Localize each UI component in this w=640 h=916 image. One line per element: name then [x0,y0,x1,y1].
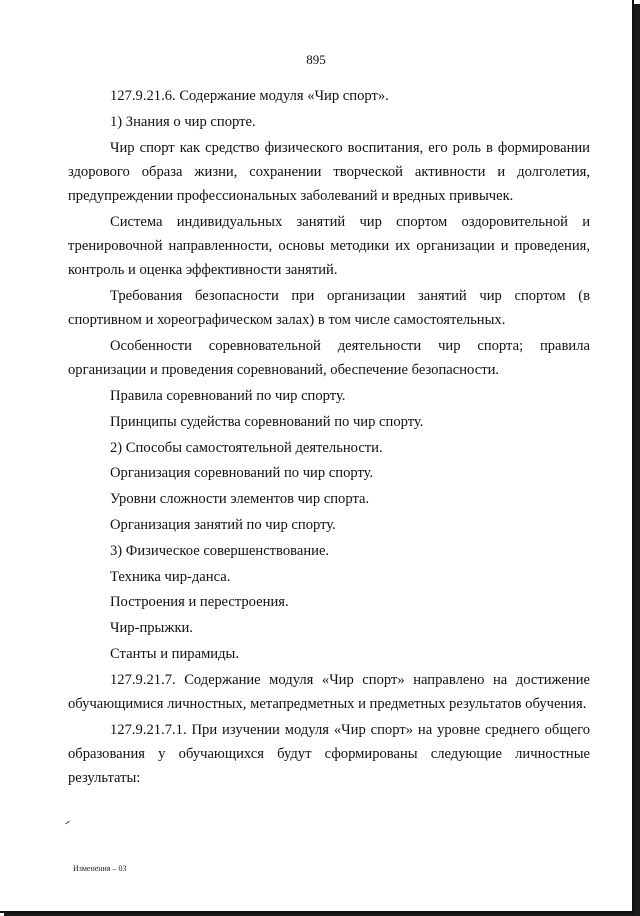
list-item: Станты и пирамиды. [110,645,239,662]
subheading-physical-improvement: 3) Физическое совершенствование. [110,542,330,559]
scan-edge-right [634,4,640,916]
page-body [68,84,590,792]
paragraph: Требования безопасности при организации занятий чир спортом (в спортивном и хореографическом залах) в том числе самостоятельных. [68,288,590,329]
stray-mark [65,821,70,825]
list-item: Организация соревнований по чир спорту. [110,465,374,482]
section-paragraph-127-9-21-7-1: 127.9.21.7.1. При изучении модуля «Чир спорт» на уровне среднего общего образования у обучающихся будут сформированы следующие личностные результаты: [68,721,590,787]
subheading-self-activity: 2) Способы самостоятельной деятельности. [110,439,383,456]
footer-changes-note: Изменения – 03 [73,864,127,873]
list-item: Чир-прыжки. [110,620,193,637]
list-item: Уровни сложности элементов чир спорта. [110,491,370,508]
subheading-knowledge: 1) Знания о чир спорте. [110,113,256,130]
paragraph: Особенности соревновательной деятельности чир спорта; правила организации и проведения соревнований, обеспечение безопасности. [68,338,590,379]
paragraph: Система индивидуальных занятий чир спортом оздоровительной и тренировочной направленности, основы методики их организации и проведения, контроль и оценка эффективности занятий. [68,213,590,279]
section-paragraph-127-9-21-7: 127.9.21.7. Содержание модуля «Чир спорт» направлено на достижение обучающимися личностных, метапредметных и предметных результатов обучения. [68,671,590,712]
list-item: Техника чир-данса. [110,568,231,585]
page-number: 895 [306,52,326,67]
list-item: Правила соревнований по чир спорту. [110,388,346,404]
list-item: Построения и перестроения. [110,594,289,611]
list-item: Организация занятий по чир спорту. [110,516,336,533]
section-heading-127-9-21-6: 127.9.21.6. Содержание модуля «Чир спорт». [110,88,389,104]
list-item: Принципы судейства соревнований по чир спорту. [110,413,424,430]
paragraph: Чир спорт как средство физического воспитания, его роль в формировании здорового образа жизни, сохранении творческой активности и долголетия, предупреждении профессиональных заболеваний и вредных привычек. [68,139,590,204]
